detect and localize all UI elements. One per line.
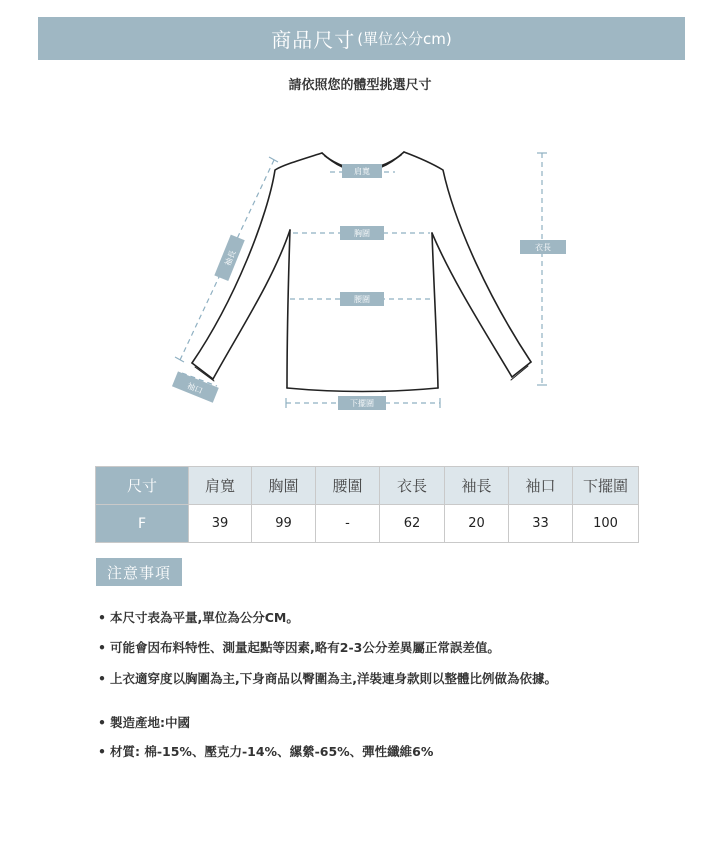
table-row: [96, 505, 639, 543]
header-cell-size: 尺寸: [96, 467, 189, 505]
origin-note: • 製造產地:中國: [98, 715, 190, 730]
label-shoulder: [342, 164, 382, 178]
header-cell-cuff: 袖口: [509, 467, 573, 505]
page-title: 商品尺寸: [271, 28, 356, 52]
label-cuff: [172, 371, 219, 402]
value-cell-chest: 99: [252, 505, 316, 543]
value-cell-length: 62: [380, 505, 445, 543]
svg-text:袖長: 袖長: [223, 249, 238, 268]
subtitle: 請依照您的體型挑選尺寸: [288, 78, 432, 93]
measurement-ticks: [175, 153, 547, 408]
bullet-icon: •: [98, 715, 106, 730]
value-cell-waist: -: [316, 505, 380, 543]
svg-text:胸圍: 胸圍: [354, 229, 370, 238]
sweater-outline: [192, 152, 531, 392]
unit-label: (單位公分cm): [357, 30, 452, 48]
bullet-icon: •: [98, 640, 106, 655]
header-cell-hem: 下擺圍: [573, 467, 639, 505]
header-cell-waist: 腰圍: [316, 467, 380, 505]
label-chest: [340, 226, 384, 240]
header-cell-chest: 胸圍: [252, 467, 316, 505]
header-cell-shoulder: 肩寬: [189, 467, 252, 505]
measurement-guides: [180, 153, 542, 403]
header-cell-sleeve-length: 袖長: [445, 467, 509, 505]
size-cell: F: [96, 505, 189, 543]
notes-title: 注意事項: [96, 558, 182, 586]
note-item: • 可能會因布料特性、測量起點等因素,略有2-3公分差異屬正常誤差值。: [98, 640, 500, 655]
svg-text:肩寬: 肩寬: [354, 167, 370, 176]
label-length: [520, 240, 566, 254]
value-cell-shoulder: 39: [189, 505, 252, 543]
value-cell-hem: 100: [573, 505, 639, 543]
note-item: • 上衣適穿度以胸圍為主,下身商品以臀圍為主,洋裝連身款則以整體比例做為依據。: [98, 671, 557, 686]
bullet-icon: •: [98, 744, 106, 759]
material-note: • 材質: 棉-15%、壓克力-14%、縲縈-65%、彈性纖維6%: [98, 744, 434, 759]
size-table: [95, 466, 639, 543]
bullet-icon: •: [98, 671, 106, 686]
label-waist: [340, 292, 384, 306]
svg-text:下擺圍: 下擺圍: [350, 399, 374, 408]
bullet-icon: •: [98, 610, 106, 625]
svg-text:衣長: 衣長: [535, 243, 551, 252]
svg-text:腰圍: 腰圍: [354, 295, 370, 304]
value-cell-sleeve-length: 20: [445, 505, 509, 543]
svg-text:袖口: 袖口: [185, 381, 204, 396]
header-cell-length: 衣長: [380, 467, 445, 505]
value-cell-cuff: 33: [509, 505, 573, 543]
table-header-row: [96, 467, 639, 505]
label-hem: [338, 396, 386, 410]
note-item: • 本尺寸表為平量,單位為公分CM。: [98, 610, 299, 625]
